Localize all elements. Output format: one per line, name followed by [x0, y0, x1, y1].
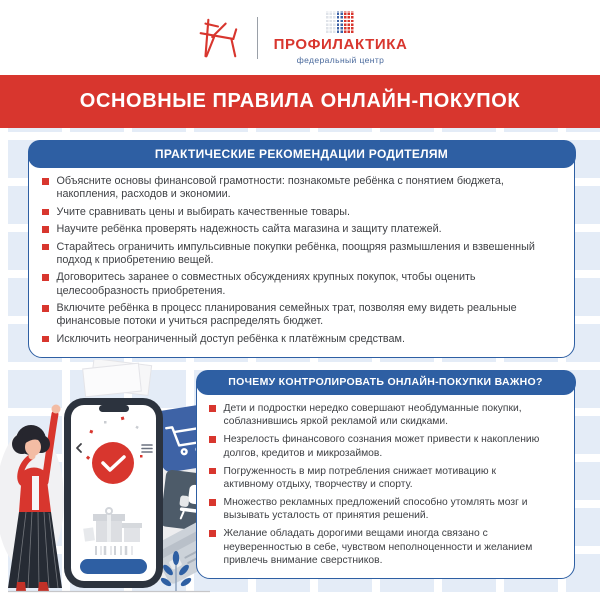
- bullet-text: Множество рекламных предложений способно утомлять мозг и вызывать усталость от принятия решений.: [223, 497, 528, 522]
- list-item: [42, 206, 562, 219]
- list-item: [42, 333, 562, 346]
- recommendations-list: [29, 166, 574, 357]
- bullet-square-icon: [42, 336, 49, 343]
- bullet-text: Объясните основы финансовой грамотности: познакомьте ребёнка с понятием бюджета, накопления, расходов и экономии.: [56, 175, 504, 201]
- list-item: [42, 223, 562, 236]
- phone-notch: [99, 405, 129, 412]
- pixel-grid-logo: [326, 11, 354, 33]
- bullet-text: Незрелость финансового сознания может привести к накоплению долгов, кредитов и микрозаймов.: [223, 434, 540, 459]
- section-recommendations-heading: ПРАКТИЧЕСКИЕ РЕКОМЕНДАЦИИ РОДИТЕЛЯМ: [28, 140, 576, 168]
- bullet-square-icon: [209, 530, 216, 537]
- list-item: [209, 465, 546, 491]
- shoe: [16, 582, 26, 591]
- brand-subtitle: федеральный центр: [296, 54, 385, 65]
- bullet-text: Учите сравнивать цены и выбирать качественные товары.: [56, 205, 351, 218]
- brand-block: [274, 11, 408, 65]
- receipt-papers: [83, 360, 152, 397]
- bullet-text: Дети и подростки нередко совершают необдуманные покупки, соблазнившись яркой рекламой или скидками.: [223, 403, 522, 428]
- bullet-square-icon: [42, 209, 49, 216]
- bullet-text: Желание обладать дорогими вещами иногда связано с неуверенностью в себе, чувством неполноценности и желанием привлечь внимание сверстников.: [223, 528, 533, 566]
- bullet-square-icon: [209, 468, 216, 475]
- list-item: [209, 527, 546, 567]
- brand-name: ПРОФИЛАКТИКА: [273, 35, 408, 53]
- bullet-square-icon: [42, 305, 49, 312]
- why-important-list: [197, 393, 574, 578]
- bullet-square-icon: [209, 405, 216, 412]
- section-recommendations: [28, 140, 575, 358]
- checkmark-circle-icon: [92, 442, 134, 484]
- hand: [52, 405, 61, 414]
- bullet-square-icon: [42, 226, 49, 233]
- header: [0, 0, 600, 75]
- phone-button: [80, 559, 147, 574]
- bullet-square-icon: [209, 499, 216, 506]
- logo-divider: [257, 17, 258, 59]
- bullet-text: Научите ребёнка проверять надежность сайта магазина и защиту платежей.: [56, 223, 442, 236]
- list-item: [42, 302, 562, 329]
- section-why-important: [196, 370, 575, 579]
- smartphone-illustration: [64, 398, 163, 588]
- bullet-text: Договоритесь заранее о совместных обсуждениях крупных покупок, чтобы оценить целесообразность приобретения.: [56, 271, 476, 297]
- list-item: [42, 271, 562, 298]
- list-item: [42, 241, 562, 268]
- bullet-square-icon: [42, 178, 49, 185]
- bullet-text: Старайтесь ограничить импульсивные покупки ребёнка, поощряя размышления и взвешенный подход к приобретению вещей.: [56, 240, 535, 266]
- list-item: [209, 433, 546, 459]
- page-title: ОСНОВНЫЕ ПРАВИЛА ОНЛАЙН-ПОКУПОК: [79, 90, 521, 112]
- bullet-square-icon: [209, 436, 216, 443]
- bullet-text: Включите ребёнка в процесс планирования семейных трат, позволяя ему видеть реальные финансовые потоки и учиться распределять бюджет.: [56, 302, 517, 328]
- list-item: [209, 496, 546, 522]
- chair-logo-icon: [193, 14, 241, 62]
- barcode: [96, 546, 132, 555]
- bullet-square-icon: [42, 274, 49, 281]
- bullet-square-icon: [42, 244, 49, 251]
- list-item: [42, 175, 562, 202]
- bullet-text: Исключить неограниченный доступ ребёнка к платёжным средствам.: [56, 332, 405, 345]
- title-banner: [0, 75, 600, 128]
- section-why-important-heading: ПОЧЕМУ КОНТРОЛИРОВАТЬ ОНЛАЙН-ПОКУПКИ ВАЖНО?: [196, 370, 576, 395]
- content-area: [0, 128, 600, 600]
- list-item: [209, 402, 546, 428]
- bullet-text: Погруженность в мир потребления снижает мотивацию к активному отдыху, творчеству и спорту.: [223, 465, 497, 490]
